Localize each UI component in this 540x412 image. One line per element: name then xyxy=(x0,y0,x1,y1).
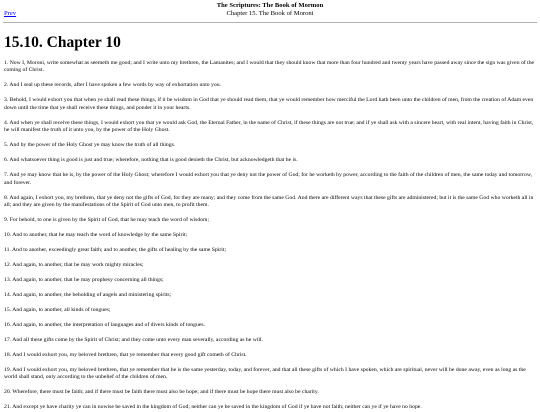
verse-paragraph: 5. And by the power of the Holy Ghost ye may know the truth of all things. xyxy=(4,142,176,149)
book-title: The Scriptures: The Book of Mormon xyxy=(216,2,324,9)
verse-paragraph: 12. And again, to another, that he may work mighty miracles; xyxy=(4,262,144,269)
verse-paragraph: 17. And all these gifts come by the Spirit of Christ; and they come unto every man severally, according as he will. xyxy=(4,337,263,344)
header-divider xyxy=(3,22,537,23)
verse-paragraph: 6. And whatsoever thing is good is just and true; wherefore, nothing that is good denieth the Christ, but acknowledgeth that he is. xyxy=(4,157,298,164)
verse-paragraph: 2. And I seal up these records, after I have spoken a few words by way of exhortation unto you. xyxy=(4,82,222,89)
verse-paragraph: 8. And again, I exhort you, my brethren, that ye deny not the gifts of God, for they are many; and they come from the same God. And there are different ways that these gifts are administered; but it is the same God who worketh all in all; and they are given by the manifestations of the Spirit of God unto men, to profit them. xyxy=(4,194,534,209)
chapter-subtitle: Chapter 15. The Book of Moroni xyxy=(226,10,314,17)
verse-paragraph: 10. And to another, that he may teach the word of knowledge by the same Spirit; xyxy=(4,232,188,239)
page-header xyxy=(0,0,540,24)
verse-paragraph: 7. And ye may know that he is, by the power of the Holy Ghost; wherefore I would exhort you that ye deny not the power of God; for he worketh by power, according to the faith of the children of men, the same today and tomorrow, and forever. xyxy=(4,172,533,186)
verse-paragraph: 16. And again, to another, the interpretation of languages and of divers kinds of tongues. xyxy=(4,322,205,329)
verse-paragraph: 4. And when ye shall receive these things, I would exhort you that ye would ask God, the Eternal Father, in the name of Christ, if these things are not true; and if ye shall ask with a sincere heart, with real intent, having faith in Christ, he will manifest the truth of it unto you, by the power of the Holy Ghost. xyxy=(4,119,534,134)
verse-paragraph: 19. And I would exhort you, my beloved brethren, that ye remember that he is the same yesterday, today, and forever, and that all these gifts of which I have spoken, which are spiritual, never will be done away, even as long as the world shall stand, only according to the unbelief of the children of men. xyxy=(4,367,526,381)
verse-paragraph: 9. For behold, to one is given by the Spirit of God, that he may teach the word of wisdom; xyxy=(4,217,210,224)
verse-paragraph: 21. And except ye have charity ye can in nowise be saved in the kingdom of God; neither can ye be saved in the kingdom of God if ye have not faith; neither can ye if ye have no hope. xyxy=(4,404,422,411)
verse-paragraph: 11. And to another, exceedingly great faith; and to another, the gifts of healing by the same Spirit; xyxy=(4,247,227,254)
verse-paragraph: 1. Now I, Moroni, write somewhat as seemeth me good; and I write unto my brethren, the Lamanites; and I would that they should know that more than four hundred and twenty years have passed away since the sign was given of the coming of Christ. xyxy=(4,60,535,74)
verse-paragraph: 13. And again, to another, that he may prophesy concerning all things; xyxy=(4,277,164,284)
verse-paragraph: 14. And again, to another, the beholding of angels and ministering spirits; xyxy=(4,292,172,299)
verse-paragraph: 3. Behold, I would exhort you that when ye shall read these things, if it be wisdom in God that ye should read them, that ye would remember how merciful the Lord hath been unto the children of men, from the creation of Adam even down until the time that ye shall receive these things, and ponder it in your hearts. xyxy=(4,97,534,111)
verse-paragraph: 18. And I would exhort you, my beloved brethren, that ye remember that every good gift cometh of Christ. xyxy=(4,352,247,359)
verse-paragraph: 15. And again, to another, all kinds of tongues; xyxy=(4,307,111,314)
verse-list xyxy=(4,60,536,412)
verse-paragraph: 20. Wherefore, there must be faith; and if there must be faith there must also be hope; and if there must be hope there must also be charity. xyxy=(4,389,319,396)
chapter-heading: 15.10. Chapter 10 xyxy=(4,34,121,51)
prev-link[interactable]: Prev xyxy=(4,10,17,17)
